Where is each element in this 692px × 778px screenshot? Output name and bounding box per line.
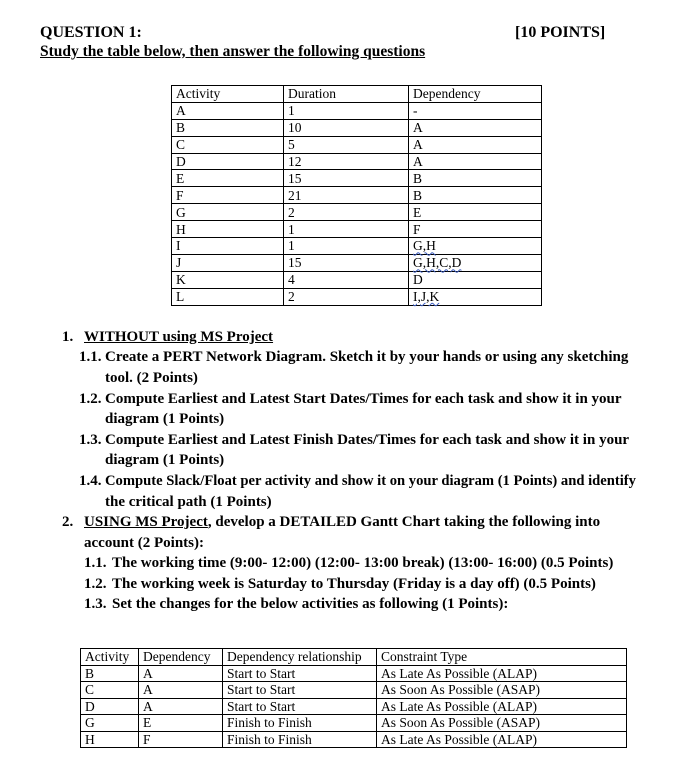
section-1-number: 1. [62, 329, 74, 345]
activity-cell: C [172, 136, 284, 153]
section-1-item-line: the critical path (1 Points) [105, 494, 272, 510]
table-row [172, 204, 542, 221]
constraint-cell: As Late As Possible (ALAP) [377, 665, 627, 682]
duration-cell: 10 [284, 119, 409, 136]
activity-cell: E [172, 170, 284, 187]
activity-cell: C [81, 682, 139, 699]
dependency-cell: A [139, 682, 223, 699]
table-row [81, 698, 627, 715]
dependency-cell: A [409, 153, 542, 170]
duration-cell: 5 [284, 136, 409, 153]
dependency-cell: B [409, 170, 542, 187]
duration-cell: 2 [284, 288, 409, 305]
relationship-cell: Finish to Finish [223, 715, 377, 732]
section-2-item-line: Set the changes for the below activities as following (1 Points): [112, 596, 509, 612]
relationship-cell: Start to Start [223, 698, 377, 715]
table-row [81, 731, 627, 748]
table-row [172, 102, 542, 119]
section-1-item-line: Compute Earliest and Latest Finish Dates/Times for each task and show it in your [105, 432, 630, 448]
section-2-heading [84, 512, 600, 533]
table-row [172, 254, 542, 271]
table-row [172, 238, 542, 255]
section-2-heading-line: account (2 Points): [84, 535, 204, 551]
dependency-cell: B [409, 187, 542, 204]
section-1-item-number: 1.2. [79, 391, 102, 407]
activity-table [171, 85, 542, 306]
section-1-heading: WITHOUT using MS Project [84, 329, 274, 345]
duration-cell: 1 [284, 221, 409, 238]
question-points: [10 POINTS] [515, 24, 606, 41]
constraint-cell: As Soon As Possible (ASAP) [377, 715, 627, 732]
section-1-item-line: Compute Earliest and Latest Start Dates/Times for each task and show it in your [105, 391, 622, 407]
column-header: Dependency [409, 86, 542, 103]
activity-cell: G [172, 204, 284, 221]
duration-cell: 21 [284, 187, 409, 204]
relationship-cell: Start to Start [223, 682, 377, 699]
duration-cell: 15 [284, 170, 409, 187]
activity-cell: J [172, 254, 284, 271]
section-2-heading-rest: , develop a DETAILED Gantt Chart taking the following into [207, 514, 601, 530]
question-instruction: Study the table below, then answer the following questions [40, 43, 426, 60]
column-header: Activity [81, 649, 139, 666]
table-row [172, 187, 542, 204]
relationship-cell: Finish to Finish [223, 731, 377, 748]
constraint-cell: As Late As Possible (ALAP) [377, 731, 627, 748]
table-row [172, 153, 542, 170]
question-title: QUESTION 1: [40, 24, 142, 41]
activity-cell: D [81, 698, 139, 715]
section-1-item-line: Compute Slack/Float per activity and show it on your diagram (1 Points) and identify [105, 473, 636, 489]
activity-cell: L [172, 288, 284, 305]
dependency-cell: D [409, 271, 542, 288]
dependency-cell: G,H [409, 238, 542, 255]
activity-cell: H [172, 221, 284, 238]
activity-cell: G [81, 715, 139, 732]
section-2-item-number: 1.2. [84, 576, 107, 592]
section-2-heading-underlined: USING MS Project [84, 514, 208, 530]
table-row [172, 271, 542, 288]
duration-cell: 4 [284, 271, 409, 288]
section-2-item-line: The working week is Saturday to Thursday (Friday is a day off) (0.5 Points) [112, 576, 596, 592]
activity-cell: I [172, 238, 284, 255]
column-header: Constraint Type [377, 649, 627, 666]
table-header-row [81, 649, 627, 666]
table-row [172, 170, 542, 187]
column-header: Activity [172, 86, 284, 103]
table-row [81, 665, 627, 682]
section-1-item-number: 1.4. [79, 473, 102, 489]
relationship-cell: Start to Start [223, 665, 377, 682]
duration-cell: 12 [284, 153, 409, 170]
section-2-item-line: The working time (9:00- 12:00) (12:00- 13:00 break) (13:00- 16:00) (0.5 Points) [112, 555, 614, 571]
table-row [81, 715, 627, 732]
activity-cell: K [172, 271, 284, 288]
section-1-item-line: diagram (1 Points) [105, 411, 225, 427]
section-1-item-number: 1.1. [79, 349, 102, 365]
activity-cell: F [172, 187, 284, 204]
table-row [172, 119, 542, 136]
section-2-number: 2. [62, 514, 74, 530]
dependency-cell: F [139, 731, 223, 748]
table-row [172, 288, 542, 305]
activity-cell: A [172, 102, 284, 119]
activity-cell: H [81, 731, 139, 748]
activity-cell: D [172, 153, 284, 170]
table-row [81, 682, 627, 699]
column-header: Dependency relationship [223, 649, 377, 666]
activity-cell: B [81, 665, 139, 682]
constraint-cell: As Soon As Possible (ASAP) [377, 682, 627, 699]
dependency-cell: - [409, 102, 542, 119]
section-1-item-line: Create a PERT Network Diagram. Sketch it by your hands or using any sketching [105, 349, 629, 365]
section-2-item-number: 1.3. [84, 596, 107, 612]
dependency-cell: I,J,K [409, 288, 542, 305]
constraint-cell: As Late As Possible (ALAP) [377, 698, 627, 715]
section-1-item-number: 1.3. [79, 432, 102, 448]
table-row [172, 136, 542, 153]
section-1-item-line: tool. (2 Points) [105, 370, 198, 386]
duration-cell: 1 [284, 238, 409, 255]
dependency-cell: E [409, 204, 542, 221]
table-header-row [172, 86, 542, 103]
dependency-cell: A [139, 665, 223, 682]
table-row [172, 221, 542, 238]
dependency-cell: A [139, 698, 223, 715]
constraint-table [80, 648, 627, 748]
dependency-cell: F [409, 221, 542, 238]
duration-cell: 2 [284, 204, 409, 221]
activity-cell: B [172, 119, 284, 136]
dependency-cell: G,H,C,D [409, 254, 542, 271]
duration-cell: 15 [284, 254, 409, 271]
dependency-cell: A [409, 119, 542, 136]
column-header: Duration [284, 86, 409, 103]
column-header: Dependency [139, 649, 223, 666]
duration-cell: 1 [284, 102, 409, 119]
dependency-cell: E [139, 715, 223, 732]
dependency-cell: A [409, 136, 542, 153]
section-1-item-line: diagram (1 Points) [105, 452, 225, 468]
section-2-item-number: 1.1. [84, 555, 107, 571]
